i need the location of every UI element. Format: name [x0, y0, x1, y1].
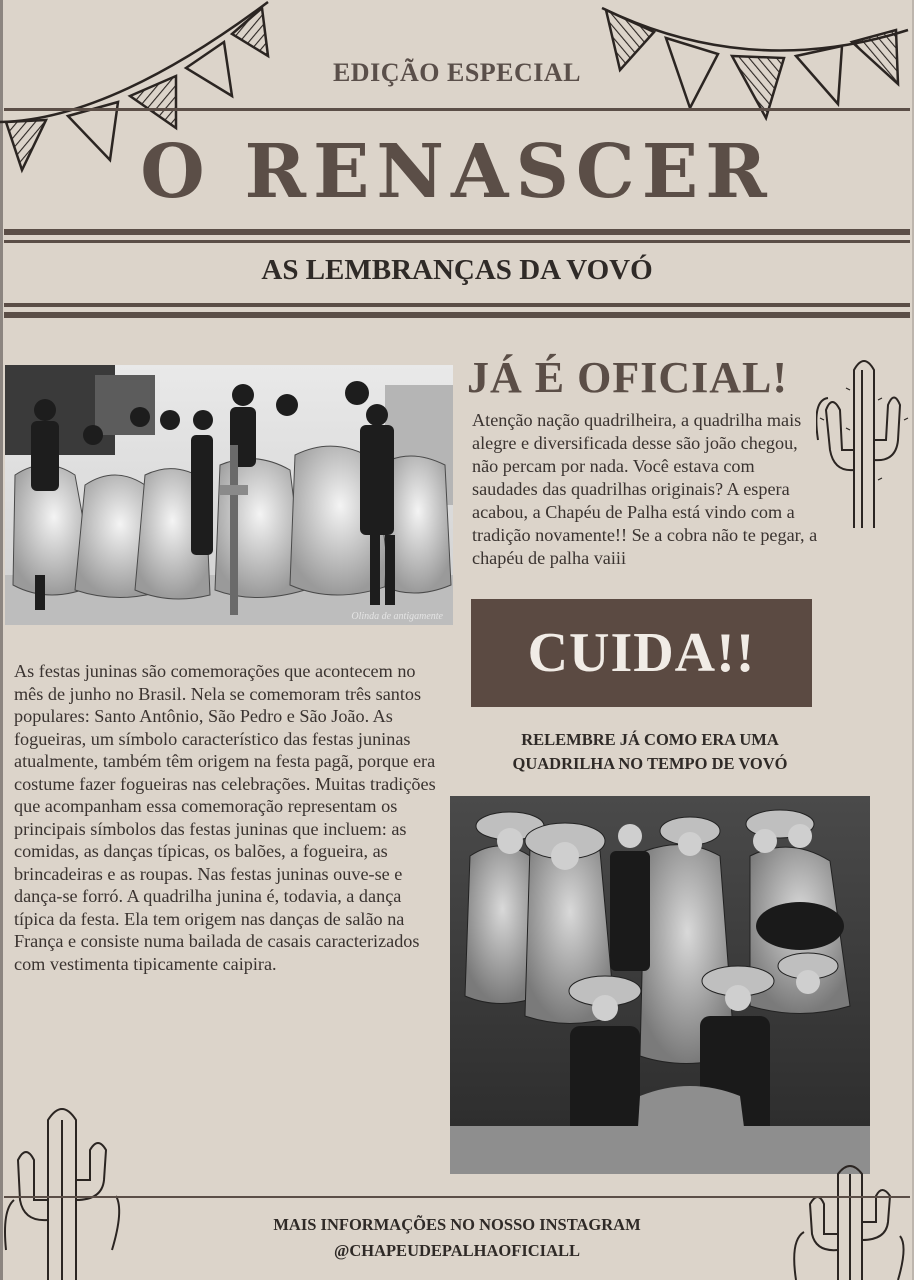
masthead-rule-bottom-2: [4, 240, 910, 243]
instagram-handle[interactable]: @CHAPEUDEPALHAOFICIALL: [333, 1241, 581, 1260]
cta-banner: [471, 599, 812, 707]
masthead-title: O RENASCER: [140, 129, 774, 215]
quadrilha-photo-bottom: [450, 796, 870, 1174]
announcement-body: Atenção nação quadrilheira, a quadrilha mais alegre e diversificada desse são joão chegou, não percam por nada. Você estava com saudades das quadrilhas originais? A espera acabou, a Chapéu de Palha está vindo com a tradição novamente!! Se a cobra não te pegar, a chapéu de palha vaiii: [472, 410, 818, 568]
masthead-rule-top: [4, 108, 910, 111]
edition-kicker: EDIÇÃO ESPECIAL: [332, 58, 582, 87]
cactus-icon: [816, 350, 912, 530]
section-subhead: AS LEMBRANÇAS DA VOVÓ: [261, 254, 653, 286]
remember-caption: [460, 728, 840, 776]
remember-line-2: QUADRILHA NO TEMPO DE VOVÓ: [512, 754, 788, 773]
cta-text: CUIDA!!: [527, 622, 756, 684]
footer: [0, 1212, 914, 1264]
subhead-rule-2: [4, 312, 910, 318]
footer-rule: [4, 1196, 910, 1198]
remember-line-1: RELEMBRE JÁ COMO ERA UMA: [521, 730, 779, 749]
announcement-headline: JÁ É OFICIAL!: [467, 353, 789, 402]
footer-line-1: MAIS INFORMAÇÕES NO NOSSO INSTAGRAM: [273, 1215, 641, 1234]
photo-credit: Olinda de antigamente: [351, 611, 443, 622]
subhead-rule-1: [4, 303, 910, 307]
masthead-rule-bottom-1: [4, 229, 910, 235]
quadrilha-photo-top: [5, 365, 453, 625]
article-body: As festas juninas são comemorações que acontecem no mês de junho no Brasil. Nela se comemoram três santos populares: Santo Antônio, São Pedro e São João. As fogueiras, um símbolo característico das festas juninas atualmente, também têm origem na festa pagã, porque era costume fazer fogueiras nas celebrações. Muitas tradições que acompanham essa comemoração representam os principais símbolos das festas juninas que incluem: as comidas, as danças típicas, os balões, a fogueira, as brincadeiras e as roupas. Nas festas juninas ouve-se e dança-se forró. A quadrilha junina é, todavia, a dança típica da festa. Ela tem origem nas danças de salão na França e consiste numa bailada de casais caracterizados com vestimenta tipicamente caipira.: [14, 661, 436, 974]
